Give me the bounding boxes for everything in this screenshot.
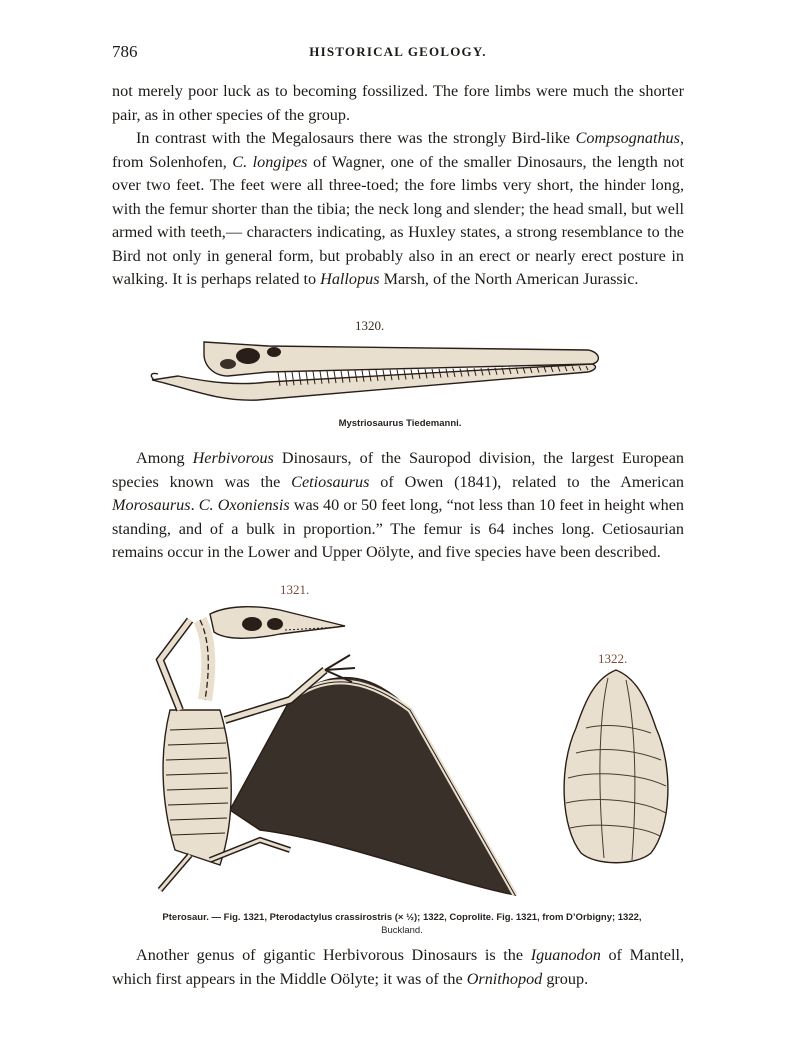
figure-1321-number: 1321. xyxy=(280,582,310,597)
paragraph-4 xyxy=(112,944,684,991)
figure-1321-1322-caption: Pterosaur. — Fig. 1321, Pterodactylus crassirostris (× ½); 1322, Coprolite. Fig. 1321, from D’Orbigny; 1322, xyxy=(162,912,642,923)
figure-caption-continued: Buckland. xyxy=(381,925,423,936)
page-number: 786 xyxy=(112,42,138,61)
taxon-name: C. longipes xyxy=(232,152,308,171)
taxon-name: Morosaurus xyxy=(112,496,191,514)
figure-1322-coprolite-illustration xyxy=(556,668,676,868)
text-run: Marsh, of the North American Jurassic. xyxy=(379,270,639,288)
taxon-name: C. Oxoniensis xyxy=(198,496,290,514)
page-header xyxy=(112,42,684,64)
text-run: , from Solenhofen, xyxy=(112,129,684,171)
figure-1321-pterodactyl-illustration xyxy=(140,600,530,905)
text-run: of Mantell, which first appears in the Middle Oölyte; it was of the xyxy=(112,946,684,988)
paragraph-2 xyxy=(112,127,684,292)
figure-1320-number: 1320. xyxy=(355,318,385,333)
text-run: group. xyxy=(542,969,589,988)
taxon-name: Ornithopod xyxy=(466,969,543,988)
text-run: Dinosaurs, of the Sauropod division, the largest European species known was the xyxy=(112,449,685,491)
taxon-name: Hallopus xyxy=(320,270,380,288)
text-run: Another genus of gigantic Herbivorous Dinosaurs is the xyxy=(136,946,531,964)
text-run: In contrast with the Megalosaurs there was the strongly Bird-like xyxy=(136,129,576,147)
figure-1320-skull-illustration xyxy=(148,336,608,416)
figure-1320-caption: Mystriosaurus Tiedemanni. xyxy=(338,418,462,429)
text-run: was 40 or 50 feet long, “not less than 10 feet in height when standing, and of a bulk in proportion.” The femur is 64 inches long. Cetiosaurian remains occur in the Lower and Upper Oölyte, and five species have been described. xyxy=(112,496,685,561)
text-run: of Wagner, one of the smaller Dinosaurs, the length not over two feet. The feet were all three-toed; the fore limbs very short, the hinder long, with the femur shorter than the tibia; the neck long and slender; the head small, but well armed with teeth,— characters indicating, as Huxley states, a strong resemblance to the Bird not only in general form, but probably also in an erect or nearly erect posture in walking. It is perhaps related to xyxy=(112,152,684,288)
text-run: of Owen (1841), related to the American xyxy=(369,472,685,491)
figure-1322-number: 1322. xyxy=(598,651,628,666)
taxon-name: Herbivorous xyxy=(192,449,274,467)
paragraph-1-text: not merely poor luck as to becoming fossilized. The fore limbs were much the shorter pair, as in other species of the group. xyxy=(112,82,684,124)
taxon-name: Cetiosaurus xyxy=(291,472,370,491)
text-run: . xyxy=(190,496,199,514)
taxon-name: Compsognathus xyxy=(575,129,680,147)
running-head: HISTORICAL GEOLOGY. xyxy=(309,44,487,59)
taxon-name: Iguanodon xyxy=(530,946,601,964)
paragraph-1 xyxy=(112,80,684,127)
text-run: Among xyxy=(136,449,193,467)
paragraph-3 xyxy=(112,447,684,565)
